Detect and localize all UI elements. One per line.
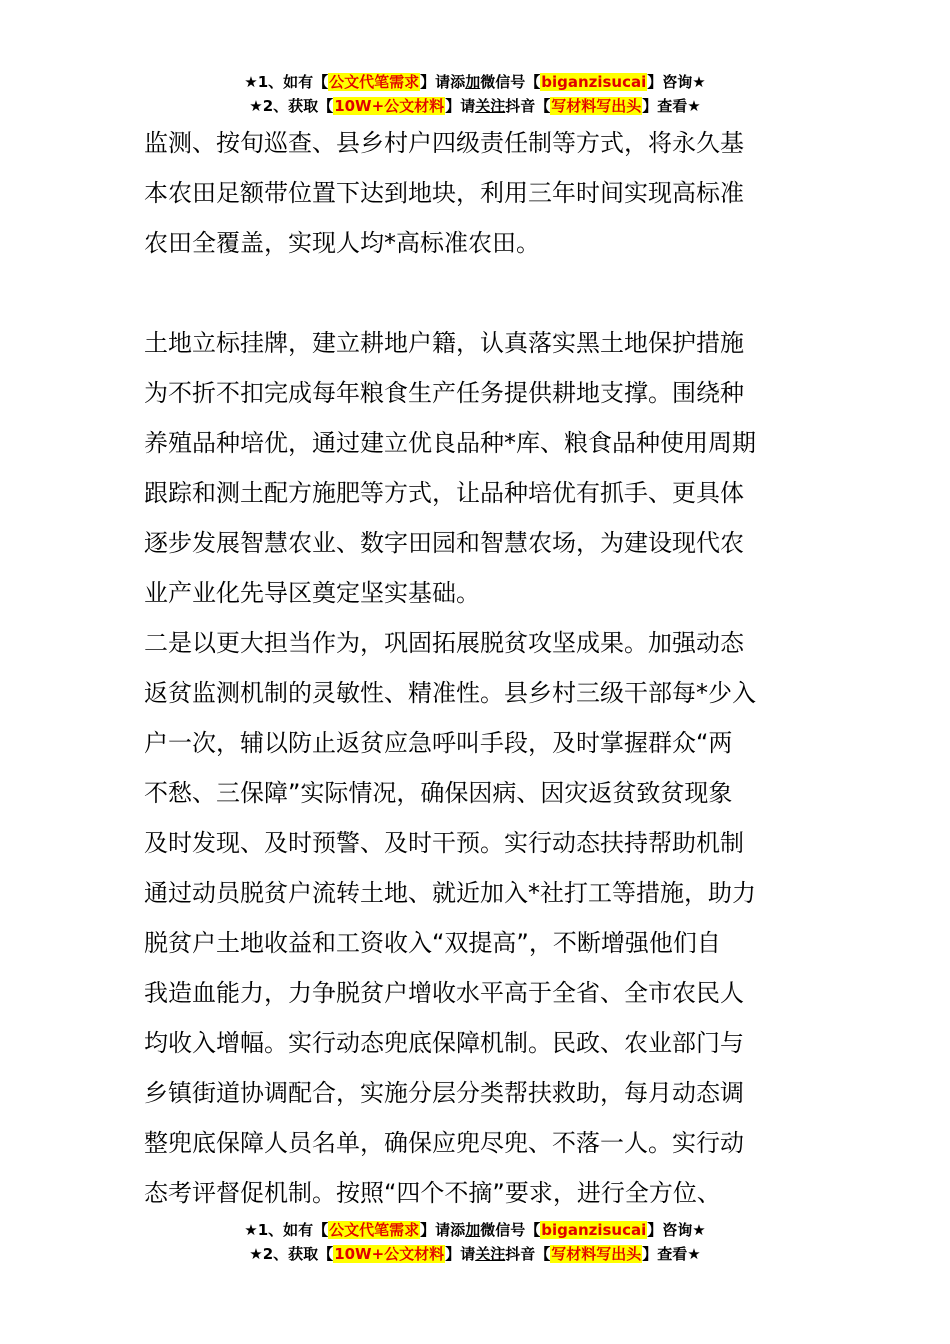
body-line: 为不折不扣完成每年粮食生产任务提供耕地支撑。围绕种 [144, 379, 744, 407]
banner-text-emphasis: 加 [465, 1221, 481, 1239]
footer-banner [0, 1218, 950, 1266]
highlight-douyin-account: 写材料写出头 [551, 1245, 642, 1263]
body-line: 监测、按旬巡查、县乡村户四级责任制等方式，将永久基 [144, 129, 744, 157]
body-line: 业产业化先导区奠定坚实基础。 [144, 579, 480, 607]
body-line: 户一次，辅以防止返贫应急呼叫手段，及时掌握群众“两 [144, 729, 733, 757]
banner-text: 】查看★ [642, 97, 701, 115]
banner-text: ★2、获取【 [249, 1245, 334, 1263]
paragraph-gap [144, 268, 824, 318]
header-banner [0, 70, 950, 118]
banner-text: 抖音【 [505, 1245, 551, 1263]
body-line: 态考评督促机制。按照“四个不摘”要求，进行全方位、 [144, 1179, 721, 1207]
body-line: 脱贫户土地收益和工资收入“双提高”，不断增强他们自 [144, 929, 721, 957]
body-line: 二是以更大担当作为，巩固拓展脱贫攻坚成果。加强动态 [144, 629, 744, 657]
banner-text: ★1、如有【 [244, 73, 329, 91]
body-line: 我造血能力，力争脱贫户增收水平高于全省、全市农民人 [144, 979, 744, 1007]
banner-text: 】查看★ [642, 1245, 701, 1263]
body-line: 返贫监测机制的灵敏性、精准性。县乡村三级干部每*少入 [144, 679, 756, 707]
banner-text: 】请添 [420, 1221, 466, 1239]
body-line: 整兜底保障人员名单，确保应兜尽兜、不落一人。实行动 [144, 1129, 744, 1157]
banner-line-1 [0, 70, 950, 94]
banner-text: ★2、获取【 [249, 97, 334, 115]
body-line: 跟踪和测土配方施肥等方式，让品种培优有抓手、更具体 [144, 479, 744, 507]
banner-text: 微信号【 [480, 73, 541, 91]
body-line: 逐步发展智慧农业、数字田园和智慧农场，为建设现代农 [144, 529, 744, 557]
banner-text: 抖音【 [505, 97, 551, 115]
highlight-wechat-id: biganzisucai [541, 1221, 647, 1239]
banner-text: 】请 [445, 97, 476, 115]
highlight-materials: 10W+公文材料 [334, 97, 445, 115]
banner-text: 】请添 [420, 73, 466, 91]
body-line: 均收入增幅。实行动态兜底保障机制。民政、农业部门与 [144, 1029, 744, 1057]
banner-text: 】咨询★ [647, 73, 706, 91]
highlight-douyin-account: 写材料写出头 [551, 97, 642, 115]
body-line: 乡镇街道协调配合，实施分层分类帮扶救助，每月动态调 [144, 1079, 744, 1107]
body-line: 土地立标挂牌，建立耕地户籍，认真落实黑土地保护措施 [144, 329, 744, 357]
body-line: 养殖品种培优，通过建立优良品种*库、粮食品种使用周期 [144, 429, 756, 457]
body-line: 通过动员脱贫户流转土地、就近加入*社打工等措施，助力 [144, 879, 756, 907]
highlight-materials: 10W+公文材料 [334, 1245, 445, 1263]
banner-text: 】咨询★ [647, 1221, 706, 1239]
body-line: 及时发现、及时预警、及时干预。实行动态扶持帮助机制 [144, 829, 744, 857]
highlight-wechat-id: biganzisucai [541, 73, 647, 91]
body-line: 不愁、三保障”实际情况，确保因病、因灾返贫致贫现象 [144, 779, 733, 807]
highlight-service: 公文代笔需求 [329, 73, 420, 91]
body-line: 本农田足额带位置下达到地块，利用三年时间实现高标准 [144, 179, 744, 207]
banner-text-emphasis: 关注 [475, 97, 506, 115]
banner-text: 】请 [445, 1245, 476, 1263]
banner-line-2 [0, 1242, 950, 1266]
banner-text-emphasis: 加 [465, 73, 481, 91]
banner-text-emphasis: 关注 [475, 1245, 506, 1263]
highlight-service: 公文代笔需求 [329, 1221, 420, 1239]
body-line: 农田全覆盖，实现人均*高标准农田。 [144, 229, 540, 257]
document-body [144, 118, 824, 1218]
banner-text: 微信号【 [480, 1221, 541, 1239]
banner-line-2 [0, 94, 950, 118]
banner-text: ★1、如有【 [244, 1221, 329, 1239]
banner-line-1 [0, 1218, 950, 1242]
